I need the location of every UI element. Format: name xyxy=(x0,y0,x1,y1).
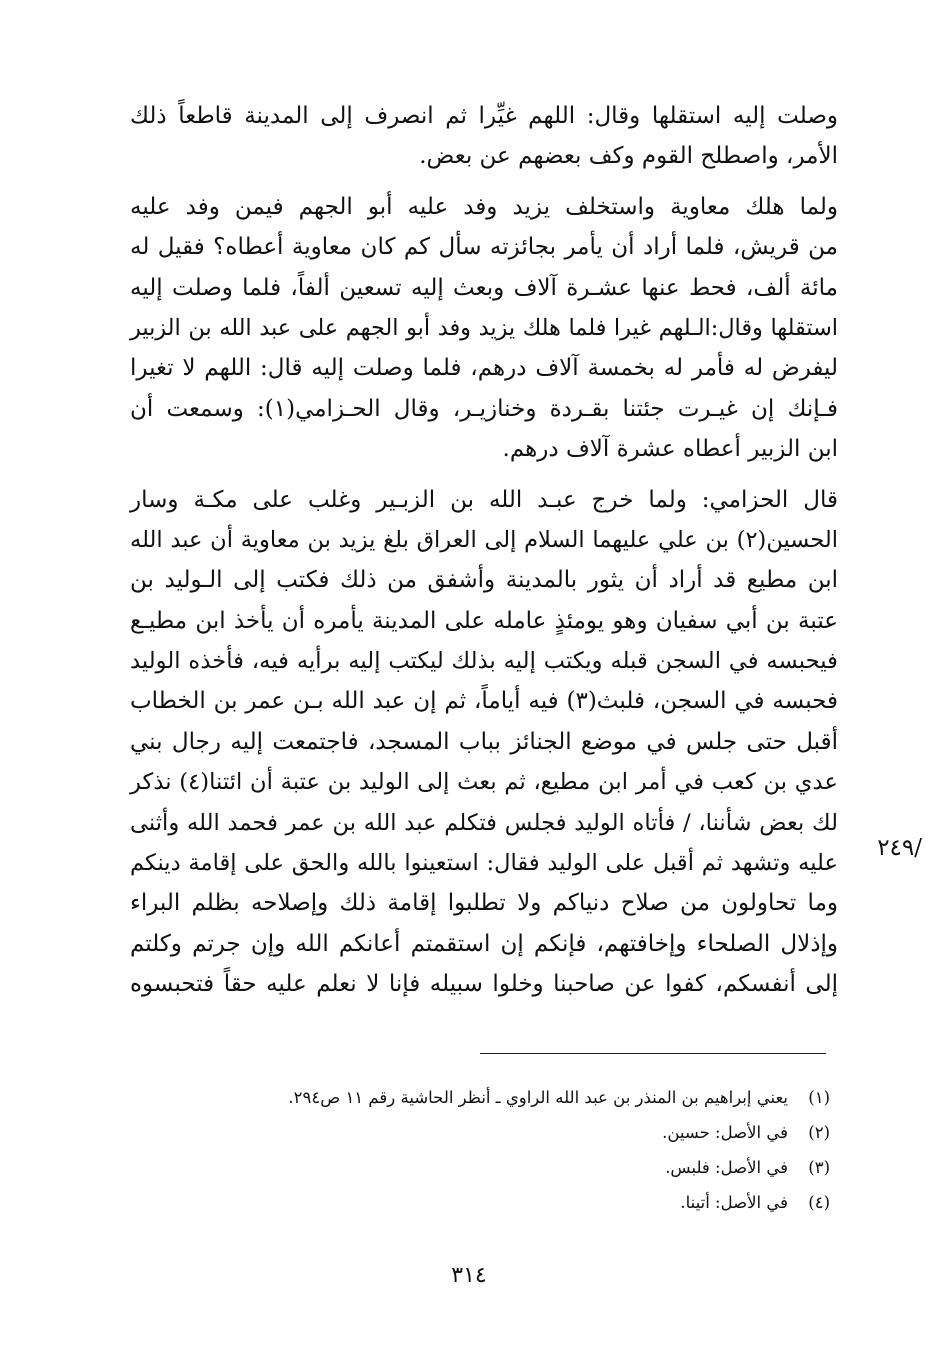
text-line: الحسين(٢) بن علي عليهما السلام إلى العراق بلغ يزيد بن معاوية أن عبد الله xyxy=(130,526,838,553)
footnote xyxy=(150,1150,830,1185)
text-line: عتبة بن أبي سفيان وهو يومئذٍ عامله على المدينة يأمره أن يأخذ ابن مطيـع xyxy=(130,607,838,634)
text-line: وصلت إليه استقلها وقال: اللهم غيِّرا ثم انصرف إلى المدينة قاطعاً ذلك xyxy=(130,103,838,129)
text-line: فـإنك إن غيـرت جئتنا بقـردة وخنازيـر، وقال الحـزامي(١): وسمعت أن xyxy=(130,395,839,422)
text-line: أقبل حتى جلس في موضع الجنائز بباب المسجد، فاجتمعت إليه رجال بني xyxy=(130,728,838,755)
text-line: مائة ألف، فحط عنها عشـرة آلاف وبعث إليه تسعين ألفاً، فلما وصلت إليه xyxy=(130,274,838,301)
footnote-number: (١) xyxy=(808,1088,830,1107)
footnote-divider xyxy=(480,1053,826,1054)
footnote-number: (٢) xyxy=(808,1123,830,1142)
text-line: عدي بن كعب في أمر ابن مطيع، ثم بعث إلى الوليد بن عتبة أن ائتنا(٤) نذكر xyxy=(130,769,838,796)
text-line: استقلها وقال:الـلهم غيرا فلما هلك يزيد وفد أبو الجهم على عبد الله بن الزبير xyxy=(130,314,838,341)
footnote-text: في الأصل: فلبس. xyxy=(665,1158,788,1177)
text-line: وإذلال الصلحاء وإخافتهم، فإنكم إن استقمتم أعانكم الله وإن جرتم وكلتم xyxy=(130,930,838,957)
paragraph xyxy=(130,187,838,470)
paragraph xyxy=(130,96,838,177)
footnotes xyxy=(150,1080,830,1220)
text-line: ولما هلك معاوية واستخلف يزيد وفد عليه أبو الجهم فيمن وفد عليه xyxy=(130,193,838,220)
text-line: ابن الزبير أعطاه عشرة آلاف درهم. xyxy=(502,436,838,463)
margin-page-reference: /٢٤٩ xyxy=(877,835,922,861)
main-text xyxy=(130,96,838,1005)
footnote xyxy=(150,1080,830,1115)
text-line: لك بعض شأننا، / فأتاه الوليد فجلس فتكلم عبد الله بن عمر فحمد الله وأثنى xyxy=(130,809,838,836)
page-number: ٣١٤ xyxy=(451,1263,487,1288)
text-line: ابن مطيع قد أراد أن يثور بالمدينة وأشفق من ذلك فكتب إلى الـوليد بن xyxy=(130,567,838,594)
text-line: الأمر، واصطلح القوم وكف بعضهم عن بعض. xyxy=(419,143,838,170)
text-line: فيحبسه في السجن قبله ويكتب إليه بذلك ليكتب إليه برأيه فيه، فأخذه الوليد xyxy=(130,648,838,675)
text-line: وما تحاولون من صلاح دنياكم ولا تطلبوا إقامة ذلك وإصلاحه بظلم البراء xyxy=(130,890,838,917)
text-line: إلى أنفسكم، كفوا عن صاحبنا وخلوا سبيله فإنا لا نعلم عليه حقاً فتحبسوه xyxy=(130,971,838,998)
footnote-text: في الأصل: حسين. xyxy=(662,1123,788,1142)
paragraph xyxy=(130,480,838,1005)
footnote-text: في الأصل: أتينا. xyxy=(680,1193,788,1212)
text-line: عليه وتشهد ثم أقبل على الوليد فقال: استعينوا بالله والحق على إقامة دينكم xyxy=(130,850,838,877)
text-line: قال الحزامي: ولما خرج عبـد الله بن الزبـير وغلب على مكـة وسار xyxy=(130,486,838,513)
footnote xyxy=(150,1185,830,1220)
footnote-text: يعني إبراهيم بن المنذر بن عبد الله الراوي ـ أنظر الحاشية رقم ١١ ص٢٩٤. xyxy=(288,1088,788,1107)
text-line: ليفرض له فأمر له بخمسة آلاف درهم، فلما وصلت إليه قال: اللهم لا تغيرا xyxy=(130,355,838,382)
text-line: من قريش، فلما أراد أن يأمر بجائزته سأل كم كان معاوية أعطاه؟ فقيل له xyxy=(130,234,838,261)
footnote-number: (٣) xyxy=(808,1158,830,1177)
footnote xyxy=(150,1115,830,1150)
text-line: فحبسه في السجن، فلبث(٣) فيه أياماً، ثم إن عبد الله بـن عمر بن الخطاب xyxy=(130,688,838,715)
footnote-number: (٤) xyxy=(808,1193,830,1212)
